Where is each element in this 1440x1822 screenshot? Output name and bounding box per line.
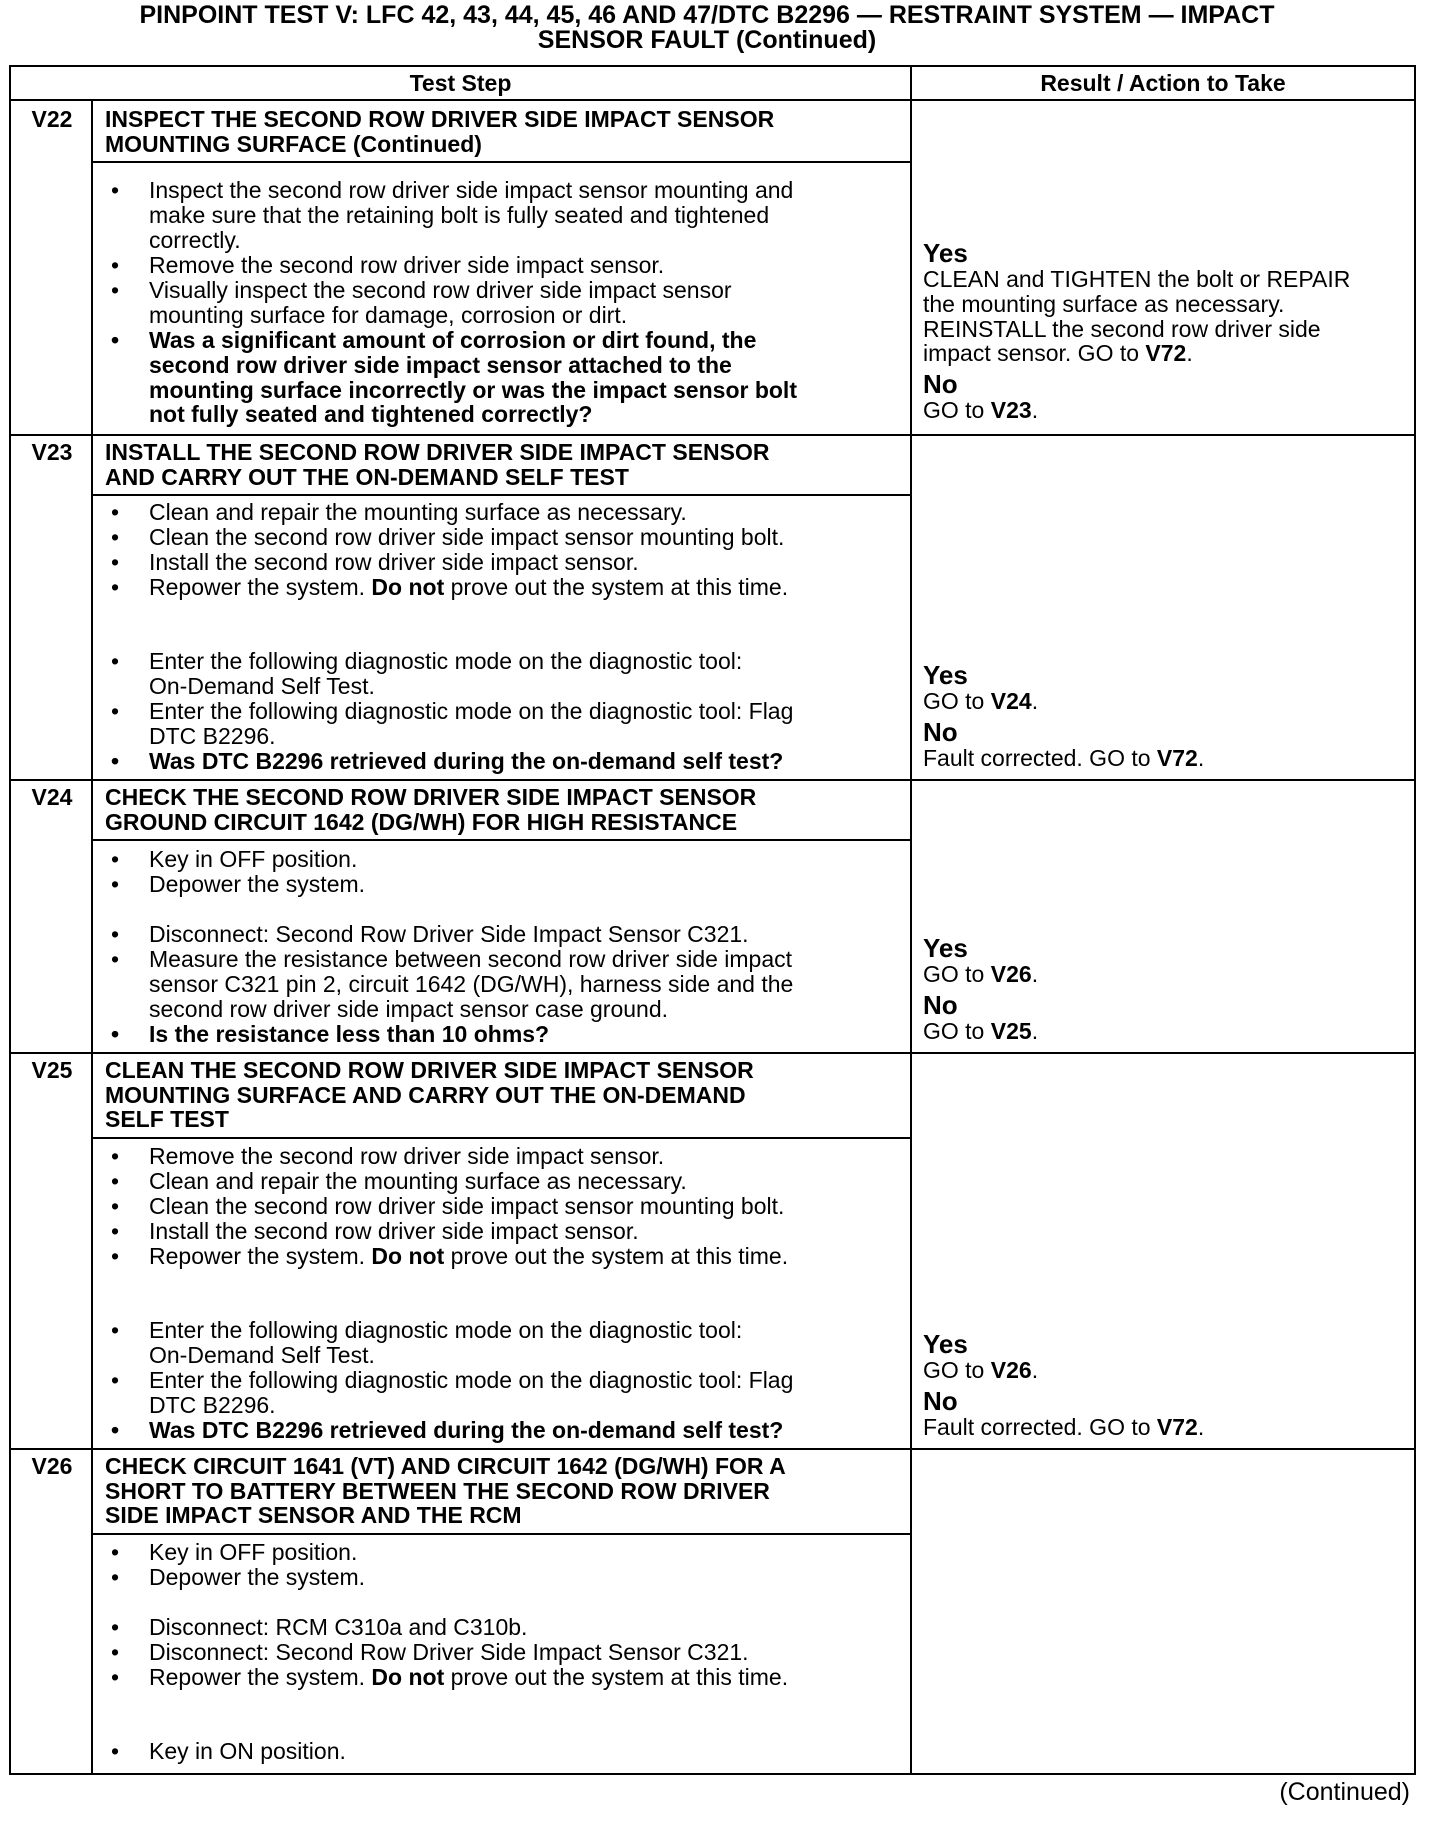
yes-label: Yes (923, 660, 968, 690)
step-id: V25 (31, 1057, 73, 1083)
step-reference: V26 (990, 961, 1032, 987)
col-header-test-step: Test Step (11, 67, 912, 99)
title-divider (93, 1533, 912, 1535)
step-id: V22 (31, 106, 73, 132)
no-label: No (923, 1385, 958, 1416)
title-line-2: SENSOR FAULT (Continued) (537, 26, 877, 54)
step-reference: V72 (1156, 1413, 1198, 1440)
step-title: INSTALL THE SECOND ROW DRIVER SIDE IMPACT SENSOR AND CARRY OUT THE ON-DEMAND SELF TEST (105, 439, 770, 490)
row-divider (11, 1448, 1414, 1450)
step-reference: V24 (990, 688, 1032, 714)
page-title (10, 3, 1404, 53)
step-title: CLEAN THE SECOND ROW DRIVER SIDE IMPACT SENSOR MOUNTING SURFACE AND CARRY OUT THE ON-DEMAND SELF TEST (105, 1057, 754, 1132)
pinpoint-test-table: Test Step Result / Action to Take V22 INSPECT THE SECOND ROW DRIVER SIDE IMPACT SENSOR MOUNTING SURFACE (Continued) • Inspect the second row driver side impact sensor mounting and make sure that the retaining bolt is fully seated and tightened correctly. • Remove the second row driver side impact sensor. • Visually inspect the second row driver side impact sensor mounting surface for damage, corrosion or dirt. • Was a significant amount of corrosion or dirt found, the second row driver side impact sensor attached to the mounting surface incorrectly or was the impact sensor bolt not fully seated and tightened correctly? Yes CLEAN and TIGHTEN the bolt or REPAIR the mounting surface as necessary. REINSTALL the second row driver side impact sensor. GO to V72. No GO to V23. V23 INSTALL THE SECOND ROW DRIVER SIDE IMPACT SENSOR AND CARRY OUT THE ON-DEMAND SELF TEST • Clean and repair the mounting surface as necessary. • Clean the second row driver side impact sensor mounting bolt. • Install the second row driver side impact sensor. • Repower the system. Do not prove out the system at this time. • Enter the following diagnostic mode on the diagnostic tool: On-Demand Self Test. • Enter the following diagnostic mode on the diagnostic tool: Flag DTC B2296. • Was DTC B2296 retrieved during the on-demand self test? Yes GO to V24. No Fault corrected. GO to V72. V24 CHECK THE SECOND ROW DRIVER SIDE IMPACT SENSOR GROUND CIRCUIT 1642 (DG/WH) FOR HIGH RESISTANCE • Key in OFF position. • Depower the system. • Disconnect: Second Row Driver Side Impact Sensor C321. • Measure the resistance between second row driver side impact sensor C321 pin 2, circuit 1642 (DG/WH), harness side and the second row driver side impact sensor case ground. • Is the resistance less than 10 ohms? Yes GO to V26. No GO to V25. V25 CLEAN THE SECOND ROW DRIVER SIDE IMPACT SENSOR MOUNTING SURFACE AND CARRY OUT THE ON-DEMAND SELF TEST • Remove the second row driver side impact sensor. • Clean and repair the mounting surface as necessary. • Clean the second row driver side impact sensor mounting bolt. • Install the second row driver side impact sensor. • Repower the system. Do not prove out the system at this time. • Enter the following diagnostic mode on the diagnostic tool: On-Demand Self Test. • Enter the following diagnostic mode on the diagnostic tool: Flag DTC B2296. • Was DTC B2296 retrieved during the on-demand self test? Yes GO to V26. No Fault corrected. GO to V72. V26 CHECK CIRCUIT 1641 (VT) AND CIRCUIT 1642 (DG/WH) FOR A SHORT TO BATTERY BETWEEN THE SECOND ROW DRIVER SIDE IMPACT SENSOR AND THE RCM • Key in OFF position. • Depower the system. • Disconnect: RCM C310a and C310b. • Disconnect: Second Row Driver Side Impact Sensor C321. • Repower the system. Do not prove out the system at this time. • Key in ON position. (9, 65, 1416, 1775)
col-header-result: Result / Action to Take (1040, 70, 1286, 96)
result-block: Yes CLEAN and TIGHTEN the bolt or REPAIR the mounting surface as necessary. REINSTALL the second row driver side impact sensor. GO to V72. No GO to V23. (923, 240, 1417, 423)
result-block: Yes GO to V24. No Fault corrected. GO to V72. (923, 662, 1417, 771)
continued-label: (Continued) (1279, 1778, 1410, 1806)
step-id: V24 (31, 784, 73, 810)
title-line-1: PINPOINT TEST V: LFC 42, 43, 44, 45, 46 AND 47/DTC B2296 — RESTRAINT SYSTEM — IMPACT (139, 1, 1275, 29)
title-divider (93, 1137, 912, 1139)
yes-label: Yes (923, 933, 968, 963)
table-header (11, 67, 1414, 101)
step-reference: V26 (990, 1357, 1032, 1383)
result-block: Yes GO to V26. No Fault corrected. GO to V72. (923, 1331, 1417, 1440)
yes-label: Yes (923, 1329, 968, 1359)
title-divider (93, 161, 912, 163)
column-divider-id (91, 101, 93, 1773)
step-title: CHECK THE SECOND ROW DRIVER SIDE IMPACT SENSOR GROUND CIRCUIT 1642 (DG/WH) FOR HIGH RESISTANCE (105, 784, 757, 835)
yes-label: Yes (923, 238, 968, 268)
title-divider (93, 494, 912, 496)
row-divider (11, 779, 1414, 781)
step-id: V26 (31, 1453, 73, 1479)
step-reference: V23 (990, 397, 1032, 424)
row-divider (11, 1052, 1414, 1054)
step-reference: V72 (1156, 744, 1198, 771)
column-divider-result (910, 101, 912, 1773)
result-block: Yes GO to V26. No GO to V25. (923, 935, 1417, 1044)
step-title: INSPECT THE SECOND ROW DRIVER SIDE IMPACT SENSOR MOUNTING SURFACE (Continued) (105, 106, 775, 157)
step-reference: V25 (990, 1017, 1032, 1044)
step-title: CHECK CIRCUIT 1641 (VT) AND CIRCUIT 1642 (DG/WH) FOR A SHORT TO BATTERY BETWEEN THE SECOND ROW DRIVER SIDE IMPACT SENSOR AND THE RCM (105, 1453, 786, 1528)
no-label: No (923, 369, 958, 400)
step-reference: V72 (1145, 340, 1187, 367)
step-id: V23 (31, 439, 73, 465)
no-label: No (923, 989, 958, 1020)
title-divider (93, 839, 912, 841)
row-divider (11, 434, 1414, 436)
no-label: No (923, 716, 958, 747)
